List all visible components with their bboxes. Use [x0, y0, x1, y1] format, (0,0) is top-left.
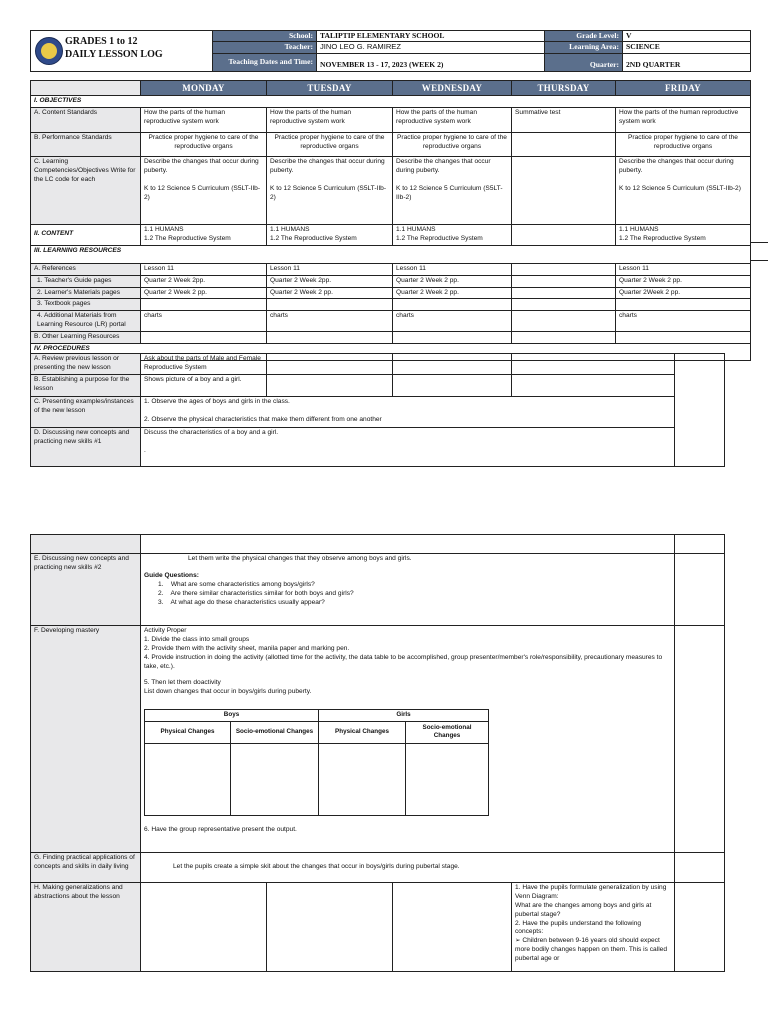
header-logo-box [30, 30, 214, 72]
row-label-generalizations: H. Making generalizations and abstractions about the lesson [31, 883, 141, 972]
f-end: 6. Have the group representative present the output. [144, 825, 297, 833]
guide-question: 2. Are there similar characteristics similar for both boys and girls? [158, 589, 354, 597]
cell: charts [141, 311, 267, 332]
cell [141, 299, 267, 311]
cell: Quarter 2 Week 2 pp. [141, 287, 267, 299]
teacher-label: Teacher: [213, 42, 317, 53]
cell [512, 311, 616, 332]
row-label-content-standards: A. Content Standards [31, 108, 141, 133]
cell [512, 263, 616, 275]
row-label-additional-materials: 4. Additional Materials from Learning Resource (LR) portal [31, 311, 141, 332]
school-label: School: [213, 31, 317, 42]
cell: Practice proper hygiene to care of the reproductive organs [267, 133, 393, 157]
f-line: 2. Provide them with the activity sheet, manila paper and marking pen. [144, 644, 350, 652]
section-content: II. CONTENT [31, 225, 141, 246]
cell: Lesson 11 [267, 263, 393, 275]
changes-header-girls: Girls [319, 710, 489, 722]
row-label-purpose: B. Establishing a purpose for the lesson [31, 374, 141, 396]
row-label-teachers-guide: 1. Teacher's Guide pages [31, 275, 141, 287]
cell: Quarter 2 Week 2 pp. [393, 287, 512, 299]
f-line: 4. Provide instruction in doing the activity (allotted time for the activity, the data table to be accomplished, group presenter/member's role/responsibility, precautionary measures to take, etc.). [144, 653, 663, 670]
row-label-learners-materials: 2. Learner's Materials pages [31, 287, 141, 299]
cell [141, 535, 675, 554]
form-title-line1: GRADES 1 to 12 [65, 36, 138, 47]
section-procedures: IV. PROCEDURES [31, 344, 751, 361]
cell: 1. Have the pupils formulate generalization by using Venn Diagram: What are the changes among boys and girls at pubertal stage? 2. Have the pupils understand the following concepts: ➢ Children between 9-16 years old should expect more bodily changes happen on them. This is called pubertal age or [512, 883, 675, 972]
row-label-competencies: C. Learning Competencies/Objectives Write for the LC code for each [31, 157, 141, 225]
cell [393, 374, 512, 396]
f-line: Activity Proper [144, 627, 187, 634]
cell: 1.1 HUMANS 1.2 The Reproductive System [141, 225, 267, 246]
cell: How the parts of the human reproductive system work [141, 108, 267, 133]
changes-col: Physical Changes [145, 721, 231, 743]
f-line: List down changes that occur in boys/girls during puberty. [144, 688, 312, 696]
cell: How the parts of the human reproductive system work [616, 108, 751, 133]
day-thursday: THURSDAY [512, 81, 616, 96]
row-label-references: A. References [31, 263, 141, 275]
cell: How the parts of the human reproductive system work [393, 108, 512, 133]
cell: How the parts of the human reproductive system work [267, 108, 393, 133]
grade-value: V [623, 31, 751, 42]
cell: Quarter 2 Week 2 pp. [267, 287, 393, 299]
cell [675, 853, 725, 883]
f-line: 1. Divide the class into small groups [144, 635, 250, 643]
changes-blank [406, 743, 489, 815]
cell: Describe the changes that occur during puberty. K to 12 Science 5 Curriculum (S5LT-IIb-2) [616, 157, 751, 225]
cell [675, 554, 725, 626]
cell [512, 225, 616, 246]
cell: Quarter 2 Week 2 pp. [616, 275, 751, 287]
cell [675, 535, 725, 554]
cell [675, 354, 725, 467]
changes-blank [319, 743, 406, 815]
day-monday: MONDAY [141, 81, 267, 96]
cell [393, 883, 512, 972]
cell: 1.1 HUMANS 1.2 The Reproductive System [616, 225, 751, 246]
cell: 1. Observe the ages of boys and girls in the class. 2. Observe the physical characteristics that make them different from one another [141, 396, 675, 427]
cell: charts [393, 311, 512, 332]
cell [512, 374, 675, 396]
cell: Quarter 2Week 2 pp. [616, 287, 751, 299]
cell [512, 133, 616, 157]
cell [675, 626, 725, 853]
procedures-table-page1 [30, 353, 725, 467]
cell [512, 354, 675, 375]
f-line: 5. Then let them doactivity [144, 679, 221, 687]
area-label: Learning Area: [545, 42, 623, 53]
procedures-table-page2 [30, 534, 725, 972]
row-label-presenting: C. Presenting examples/instances of the new lesson [31, 396, 141, 427]
cell: Lesson 11 [393, 263, 512, 275]
cell: charts [616, 311, 751, 332]
grade-label: Grade Level: [545, 31, 623, 42]
margin-line [750, 242, 768, 243]
quarter-label: Quarter: [545, 53, 623, 71]
section-learning-resources: III. LEARNING RESOURCES [31, 245, 751, 263]
cell: Practice proper hygiene to care of the reproductive organs [393, 133, 512, 157]
day-tuesday: TUESDAY [267, 81, 393, 96]
cell: Let the pupils create a simple skit about the changes that occur in boys/girls during pubertal stage. [141, 853, 675, 883]
cell [616, 299, 751, 311]
row-label-discussing-2: E. Discussing new concepts and practicing new skills #2 [31, 554, 141, 626]
header-info-table [212, 30, 751, 72]
cell: Summative test [512, 108, 616, 133]
cell: Describe the changes that occur during puberty. K to 12 Science 5 Curriculum (S5LT-IIb-2) [393, 157, 512, 225]
cell [267, 354, 393, 375]
changes-blank [145, 743, 231, 815]
area-value: SCIENCE [623, 42, 751, 53]
changes-header-boys: Boys [145, 710, 319, 722]
cell: Practice proper hygiene to care of the reproductive organs [141, 133, 267, 157]
cell [512, 157, 616, 225]
cell: Lesson 11 [616, 263, 751, 275]
cell [267, 332, 393, 344]
changes-col: Socio-emotional Changes [231, 721, 319, 743]
row-label-discussing-1: D. Discussing new concepts and practicing new skills #1 [31, 427, 141, 466]
changes-col: Socio-emotional Changes [406, 721, 489, 743]
row-label-textbook: 3. Textbook pages [31, 299, 141, 311]
day-friday: FRIDAY [616, 81, 751, 96]
cell [393, 332, 512, 344]
form-title-line2: DAILY LESSON LOG [65, 48, 163, 60]
cell [267, 299, 393, 311]
row-label-performance-standards: B. Performance Standards [31, 133, 141, 157]
cell [141, 626, 675, 853]
spacer [144, 671, 671, 679]
section-objectives: I. OBJECTIVES [31, 96, 751, 108]
margin-line [750, 260, 768, 261]
cell: Quarter 2 Week 2 pp. [393, 275, 512, 287]
dates-value: NOVEMBER 13 - 17, 2023 (WEEK 2) [317, 53, 545, 71]
cell [141, 883, 267, 972]
cell: Practice proper hygiene to care of the reproductive organs [616, 133, 751, 157]
cell: Quarter 2 Week 2pp. [267, 275, 393, 287]
cell: Describe the changes that occur during puberty. K to 12 Science 5 Curriculum (S5LT-IIb-2) [267, 157, 393, 225]
cell: 1.1 HUMANS 1.2 The Reproductive System [267, 225, 393, 246]
changes-table [144, 709, 489, 816]
cell [267, 374, 393, 396]
cell [267, 883, 393, 972]
changes-blank [231, 743, 319, 815]
cell: Discuss the characteristics of a boy and a girl. . [141, 427, 675, 466]
dates-label: Teaching Dates and Time: [213, 53, 317, 71]
lesson-log-table [30, 80, 751, 361]
guide-question: 1. What are some characteristics among boys/girls? [158, 580, 315, 588]
cell [393, 299, 512, 311]
row-label-developing-mastery: F. Developing mastery [31, 626, 141, 853]
guide-question: 3. At what age do these characteristics usually appear? [158, 598, 325, 606]
cell [31, 535, 141, 554]
cell [512, 287, 616, 299]
day-wednesday: WEDNESDAY [393, 81, 512, 96]
cell: charts [267, 311, 393, 332]
quarter-value: 2ND QUARTER [623, 53, 751, 71]
day-header-spacer [31, 81, 141, 96]
e-intro: Let them write the physical changes that they observe among boys and girls. [188, 555, 412, 562]
changes-col: Physical Changes [319, 721, 406, 743]
row-label-review: A. Review previous lesson or presenting the new lesson [31, 354, 141, 375]
cell [512, 332, 616, 344]
row-label-other-resources: B. Other Learning Resources [31, 332, 141, 344]
cell [393, 354, 512, 375]
guide-questions-heading: Guide Questions: [144, 571, 199, 579]
school-value: TALIPTIP ELEMENTARY SCHOOL [317, 31, 545, 42]
cell: Quarter 2 Week 2pp. [141, 275, 267, 287]
cell: Shows picture of a boy and a girl. [141, 374, 267, 396]
cell: Ask about the parts of Male and Female Reproductive System [141, 354, 267, 375]
cell [512, 299, 616, 311]
cell: Lesson 11 [141, 263, 267, 275]
cell [616, 332, 751, 344]
row-label-applications: G. Finding practical applications of concepts and skills in daily living [31, 853, 141, 883]
cell [512, 275, 616, 287]
teacher-value: JINO LEO G. RAMIREZ [317, 42, 545, 53]
cell: Describe the changes that occur during puberty. K to 12 Science 5 Curriculum (S5LT-IIb-2) [141, 157, 267, 225]
cell [141, 332, 267, 344]
deped-seal-icon [35, 37, 63, 65]
cell: 1.1 HUMANS 1.2 The Reproductive System [393, 225, 512, 246]
cell [675, 883, 725, 972]
cell [141, 554, 675, 626]
